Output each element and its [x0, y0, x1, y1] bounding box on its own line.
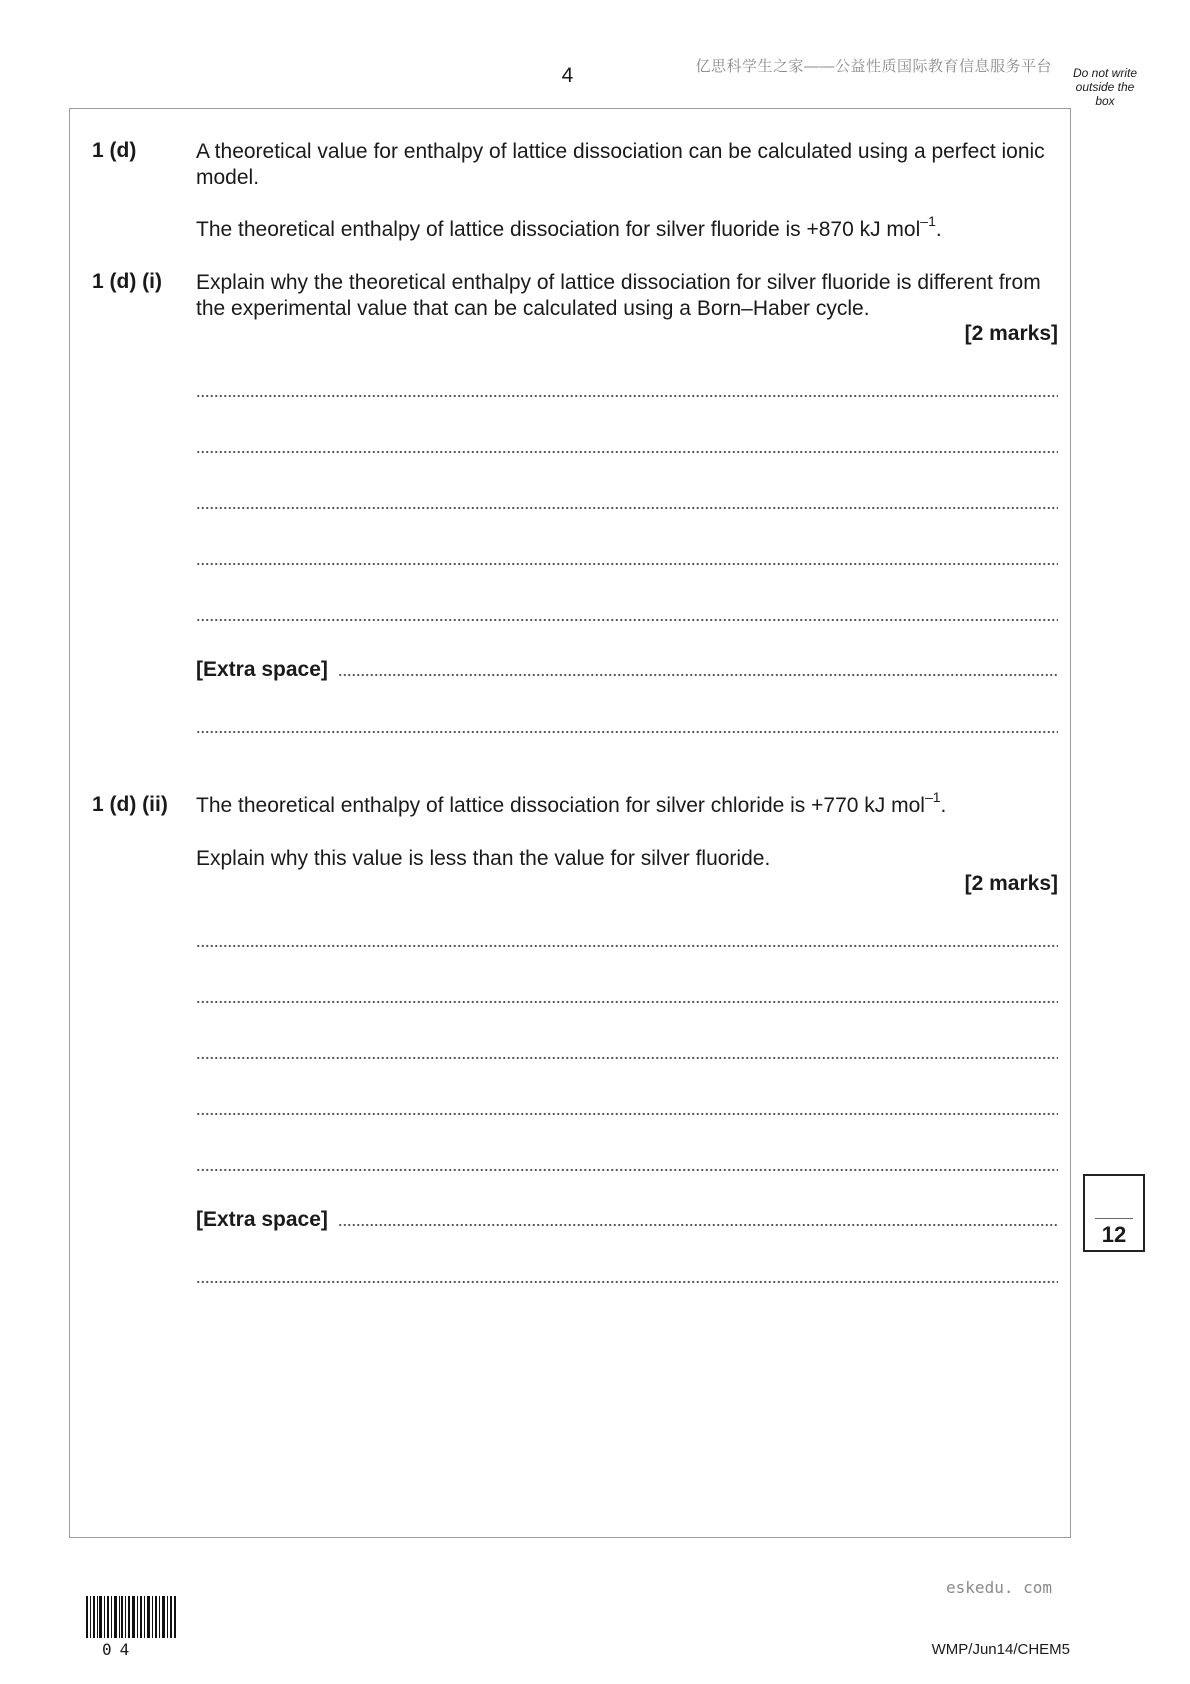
- answer-line[interactable]: [196, 450, 1058, 454]
- extra-space-row[interactable]: [196, 658, 1058, 682]
- statement-end: .: [940, 794, 947, 817]
- score-divider: [1095, 1218, 1133, 1219]
- answer-line[interactable]: [196, 944, 1058, 948]
- extra-space-row[interactable]: [196, 1208, 1058, 1232]
- answer-line[interactable]: [338, 673, 1058, 677]
- answer-line[interactable]: [196, 730, 1058, 734]
- statement-text: The theoretical enthalpy of lattice dissociation for silver chloride is +770 kJ mol: [196, 794, 925, 817]
- margin-note-line: box: [1095, 94, 1115, 108]
- statement-end: .: [935, 218, 942, 241]
- score-box: [1083, 1174, 1145, 1252]
- answer-line[interactable]: [196, 506, 1058, 510]
- question-1d-text: A theoretical value for enthalpy of lattice dissociation can be calculated using a perfect ionic model.: [196, 140, 1045, 189]
- answer-line[interactable]: [196, 618, 1058, 622]
- margin-note-line: Do not write: [1072, 66, 1138, 80]
- answer-line[interactable]: [196, 1056, 1058, 1060]
- question-number-1di: 1 (d) (i): [92, 270, 162, 293]
- question-number-1d: 1 (d): [92, 139, 137, 162]
- answer-frame: [69, 108, 1071, 1538]
- answer-line[interactable]: [338, 1223, 1058, 1227]
- margin-note: [1060, 66, 1150, 108]
- header-watermark: 亿思科学生之家——公益性质国际教育信息服务平台: [695, 58, 1052, 75]
- answer-line[interactable]: [196, 394, 1058, 398]
- question-1dii-text: Explain why this value is less than the value for silver fluoride.: [196, 847, 771, 870]
- extra-space-label: [Extra space]: [196, 1208, 328, 1231]
- footer-watermark: eskedu. com: [946, 1578, 1052, 1597]
- page-number: 4: [561, 64, 574, 87]
- barcode-icon: [86, 1596, 176, 1638]
- statement-text: The theoretical enthalpy of lattice dissociation for silver fluoride is +870 kJ mol: [196, 218, 921, 241]
- question-1d-statement: [196, 213, 1058, 243]
- paper-code: WMP/Jun14/CHEM5: [931, 1641, 1070, 1658]
- unit-exponent: –1: [920, 213, 936, 229]
- question-number-1dii: 1 (d) (ii): [92, 793, 168, 816]
- extra-space-label: [Extra space]: [196, 658, 328, 681]
- marks-label: [2 marks]: [964, 322, 1058, 345]
- question-1di-text: Explain why the theoretical enthalpy of lattice dissociation for silver fluoride is different from the experimental value that can be calculated using a Born–Haber cycle.: [196, 271, 1041, 320]
- answer-line[interactable]: [196, 562, 1058, 566]
- unit-exponent: –1: [924, 789, 941, 805]
- answer-line[interactable]: [196, 1000, 1058, 1004]
- barcode-number: 04: [102, 1640, 138, 1659]
- margin-note-line: outside the: [1075, 80, 1135, 94]
- answer-line[interactable]: [196, 1168, 1058, 1172]
- answer-line[interactable]: [196, 1112, 1058, 1116]
- question-1dii-statement: [196, 789, 1058, 819]
- answer-line[interactable]: [196, 1280, 1058, 1284]
- marks-label: [2 marks]: [964, 872, 1058, 895]
- score-total: 12: [1101, 1222, 1127, 1247]
